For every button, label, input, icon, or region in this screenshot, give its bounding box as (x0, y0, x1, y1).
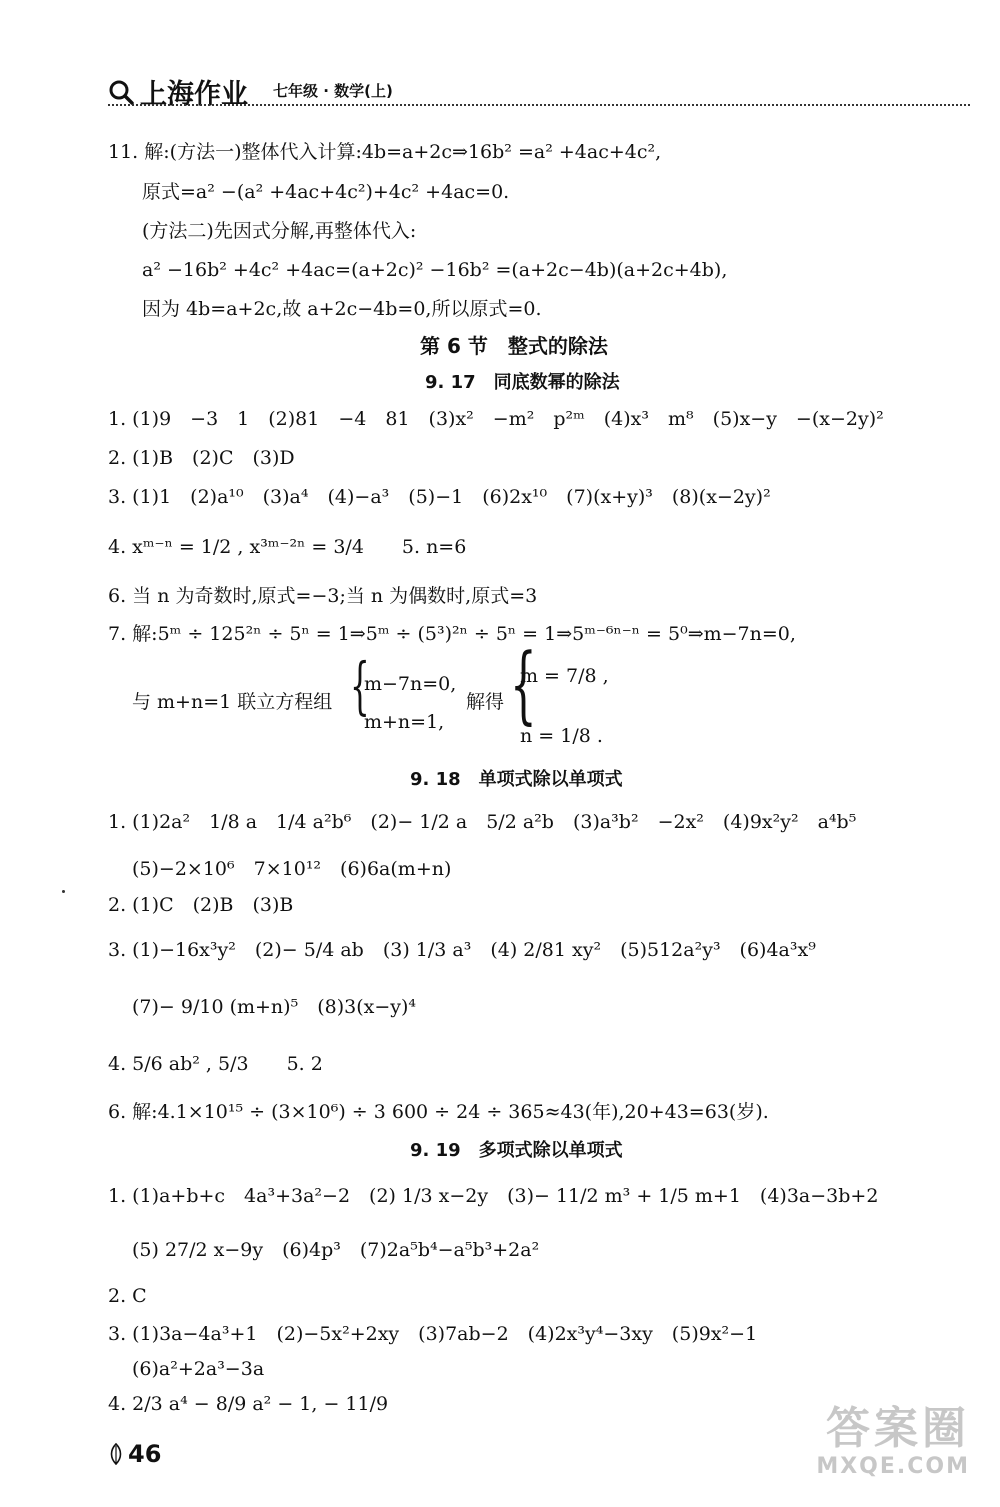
subsection-title-9-18: 9. 18 单项式除以单项式 (410, 769, 623, 790)
s919-answer-1: 1. (1)a+b+c 4a³+3a²−2 (2) 1/3 x−2y (3)− 11/2 m³ + 1/5 m+1 (4)3a−3b+2 (108, 1185, 879, 1207)
q11-line-2: 原式=a² −(a² +4ac+4c²)+4c² +4ac=0. (142, 181, 510, 203)
s917-answer-4-5: 4. xᵐ⁻ⁿ = 1/2 , x³ᵐ⁻²ⁿ = 3/4 5. n=6 (108, 536, 467, 558)
subsection-title-9-17: 9. 17 同底数幂的除法 (425, 372, 620, 393)
s917-answer-7: 7. 解:5ᵐ ÷ 125²ⁿ ÷ 5ⁿ = 1⇒5ᵐ ÷ (5³)²ⁿ ÷ 5ⁿ = 1⇒5ᵐ⁻⁶ⁿ⁻ⁿ = 5⁰⇒m−7n=0, (108, 623, 796, 645)
s918-answer-2: 2. (1)C (2)B (3)B (108, 894, 294, 916)
s918-answer-3: 3. (1)−16x³y² (2)− 5/4 ab (3) 1/3 a³ (4) 2/81 xy² (5)512a²y³ (6)4a³x⁹ (108, 939, 816, 961)
s917-answer-1: 1. (1)9 −3 1 (2)81 −4 81 (3)x² −m² p²ᵐ (4)x³ m⁸ (5)x−y −(x−2y)² (108, 408, 884, 430)
page-number: 46 (108, 1440, 161, 1468)
left-brace-2: { (510, 635, 537, 733)
watermark (816, 1404, 970, 1479)
solve-word: 解得 (466, 691, 505, 713)
system-lead-text: 与 m+n=1 联立方程组 (132, 691, 333, 713)
system-equation-2: m+n=1, (364, 711, 445, 733)
watermark-top: 答案圈 (826, 1403, 970, 1454)
solution-m: m = 7/8 , (520, 665, 609, 687)
s918-answer-6: 6. 解:4.1×10¹⁵ ÷ (3×10⁶) ÷ 3 600 ÷ 24 ÷ 365≈43(年),20+43=63(岁). (108, 1101, 769, 1123)
s919-answer-1-cont: (5) 27/2 x−9y (6)4p³ (7)2a⁵b⁴−a⁵b³+2a² (132, 1239, 540, 1261)
s918-answer-1-cont: (5)−2×10⁶ 7×10¹² (6)6a(m+n) (132, 858, 452, 880)
section-title: 第 6 节 整式的除法 (420, 334, 608, 358)
s918-answer-4-5: 4. 5/6 ab² , 5/3 5. 2 (108, 1053, 323, 1075)
s918-answer-1: 1. (1)2a² 1/8 a 1/4 a²b⁶ (2)− 1/2 a 5/2 a²b (3)a³b² −2x² (4)9x²y² a⁴b⁵ (108, 811, 857, 833)
q11-line-4: a² −16b² +4c² +4ac=(a+2c)² −16b² =(a+2c−4b)(a+2c+4b), (142, 259, 728, 281)
header-subtitle: 七年级 · 数学(上) (273, 82, 393, 100)
subsection-title-9-19: 9. 19 多项式除以单项式 (410, 1140, 623, 1161)
stray-dot (62, 890, 65, 893)
search-magnifier-icon (108, 79, 134, 105)
s918-answer-3-cont: (7)− 9/10 (m+n)⁵ (8)3(x−y)⁴ (132, 996, 417, 1018)
watermark-bottom: MXQE.COM (816, 1454, 970, 1479)
q11-line-1: 11. 解:(方法一)整体代入计算:4b=a+2c⇒16b² =a² +4ac+4c², (108, 141, 662, 163)
system-equation-1: m−7n=0, (364, 673, 457, 695)
leaf-ornament-icon (108, 1442, 124, 1466)
s917-answer-2: 2. (1)B (2)C (3)D (108, 447, 295, 469)
left-brace-1: { (350, 649, 370, 722)
brand-title: 上海作业 (140, 79, 248, 110)
s917-answer-6: 6. 当 n 为奇数时,原式=−3;当 n 为偶数时,原式=3 (108, 585, 538, 607)
q11-line-3: (方法二)先因式分解,再整体代入: (142, 220, 417, 242)
header-divider (108, 104, 970, 106)
q11-line-5: 因为 4b=a+2c,故 a+2c−4b=0,所以原式=0. (142, 298, 542, 320)
solution-n: n = 1/8 . (520, 725, 603, 747)
s919-answer-3: 3. (1)3a−4a³+1 (2)−5x²+2xy (3)7ab−2 (4)2x³y⁴−3xy (5)9x²−1 (108, 1323, 758, 1345)
s919-answer-2: 2. C (108, 1285, 147, 1307)
s919-answer-4: 4. 2/3 a⁴ − 8/9 a² − 1, − 11/9 (108, 1393, 389, 1415)
s917-answer-3: 3. (1)1 (2)a¹⁰ (3)a⁴ (4)−a³ (5)−1 (6)2x¹⁰ (7)(x+y)³ (8)(x−2y)² (108, 486, 771, 508)
s919-answer-3-cont: (6)a²+2a³−3a (132, 1358, 265, 1380)
